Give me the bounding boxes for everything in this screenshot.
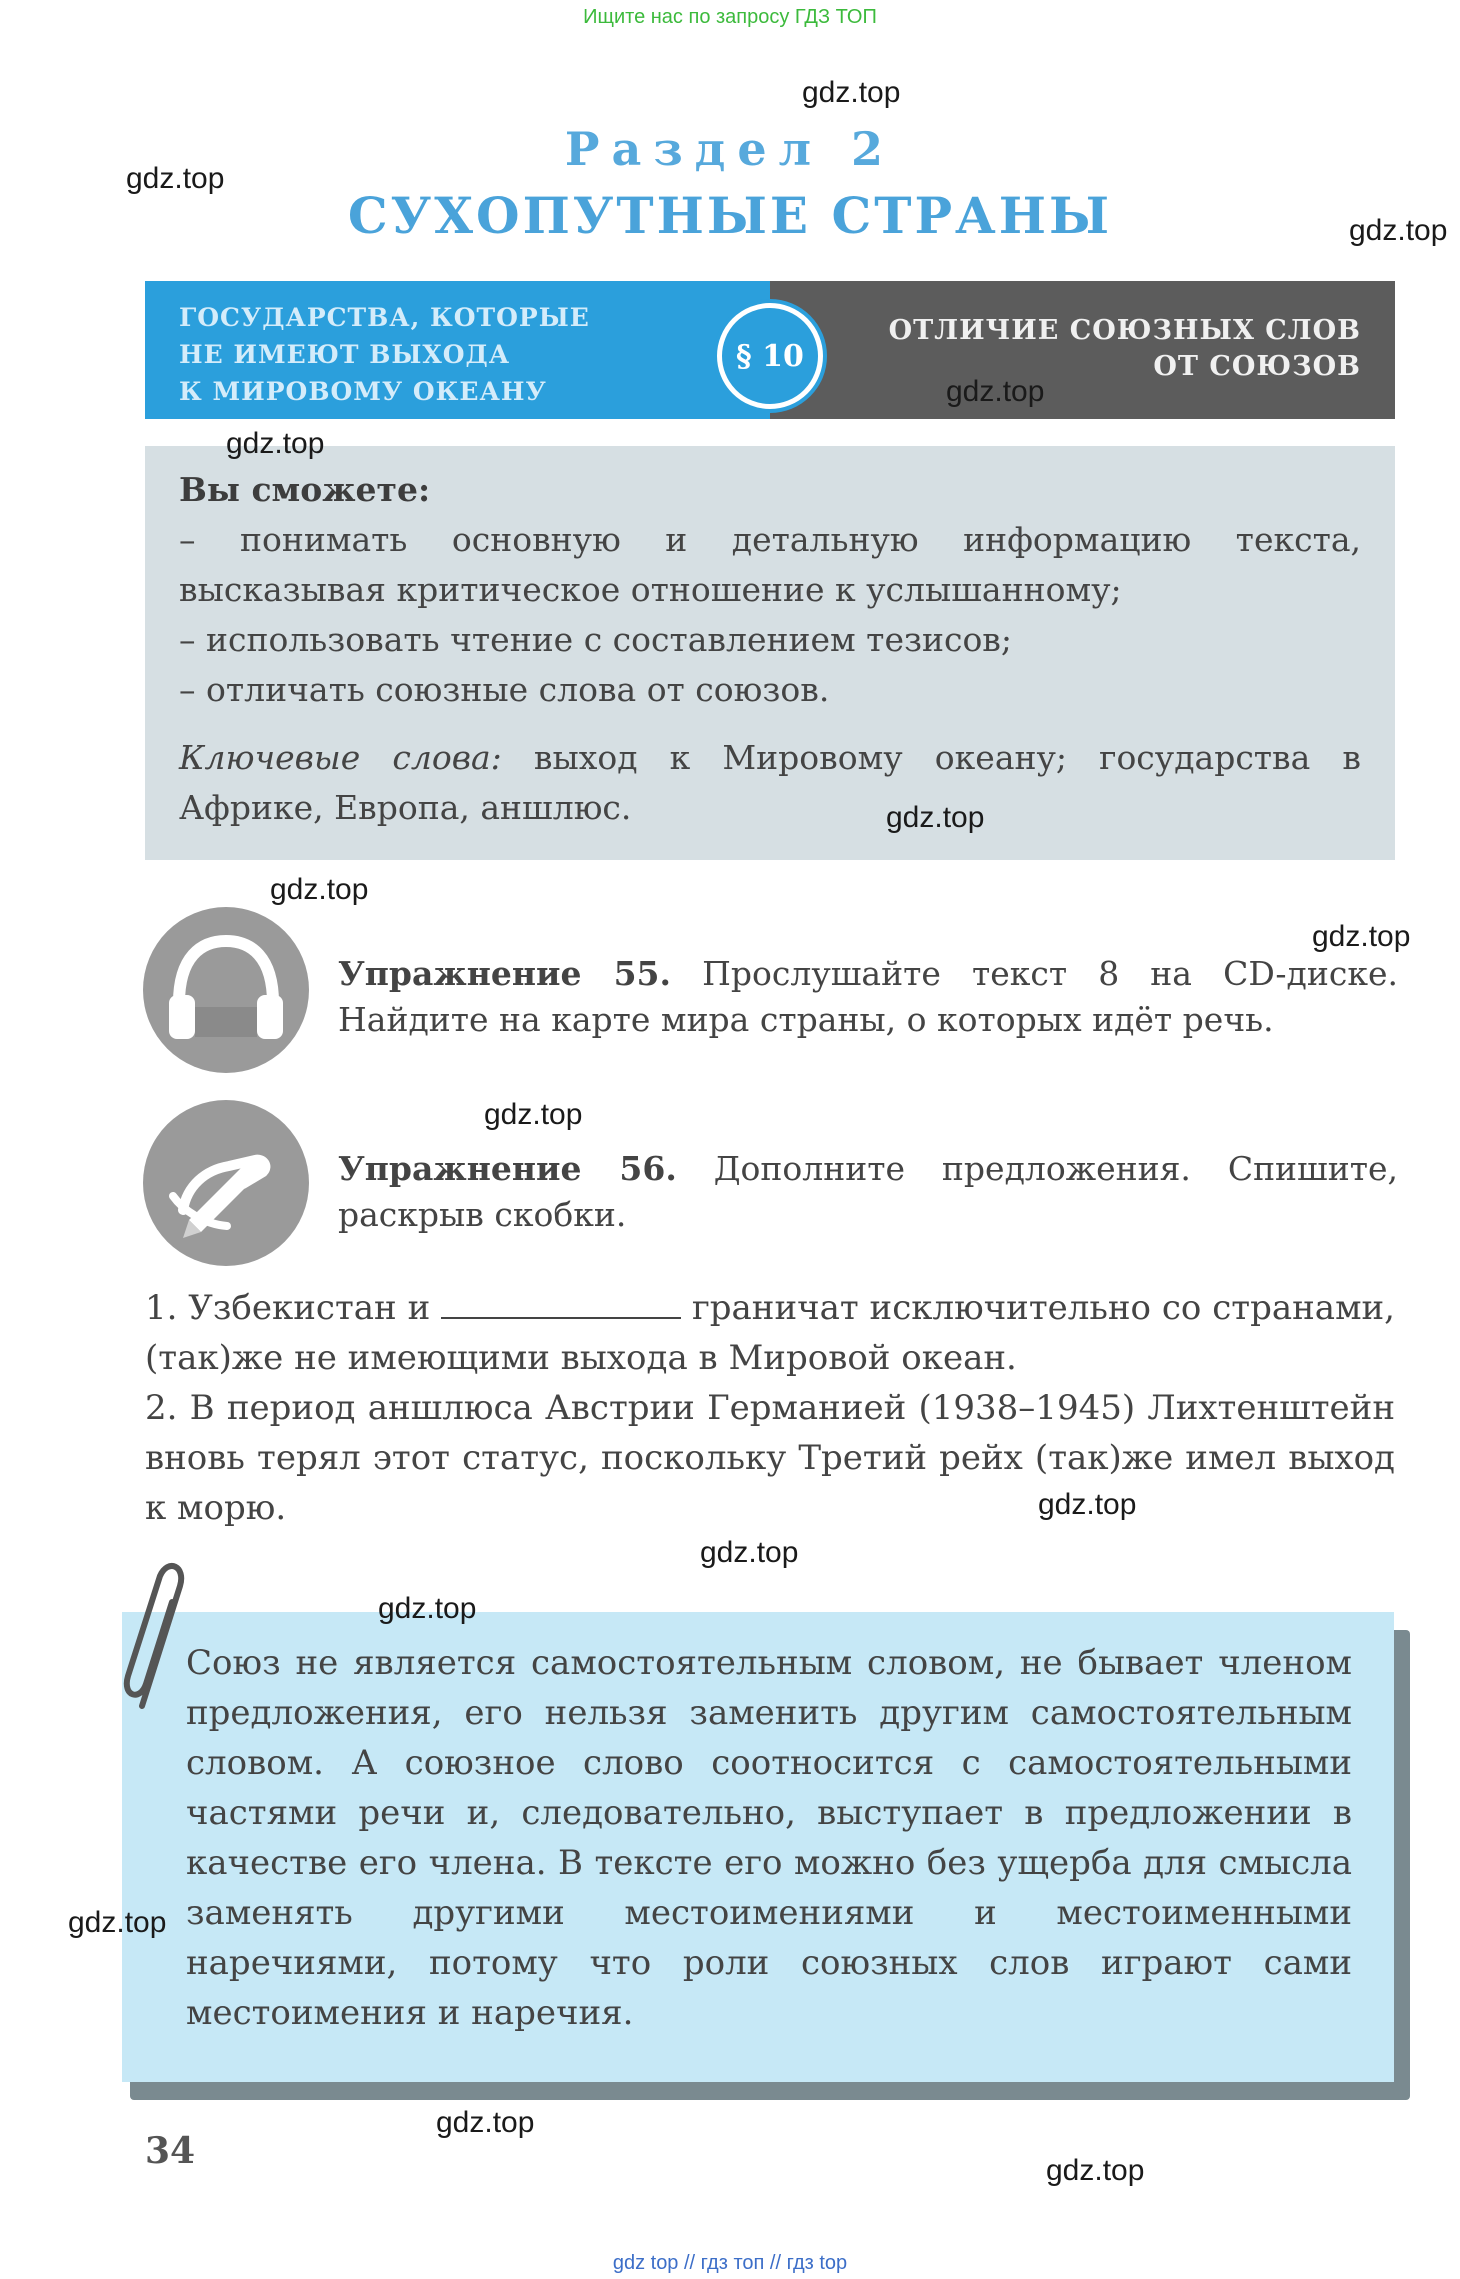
watermark: gdz.top: [126, 162, 225, 195]
watermark: gdz.top: [68, 1906, 167, 1939]
bottom-note: gdz top // гдз топ // гдз top: [612, 2252, 848, 2274]
section-label: Раздел 2: [564, 122, 896, 176]
exercise-56: [338, 1146, 1398, 1238]
rule-text: Союз не является самостоятельным словом, не бывает членом предложения, его нельзя заменить другим самостоятельным словом. А союзное слово соотносится с самостоятельными частями речи и, следовательно, выступает в предложении в качестве его члена. В тексте его можно без ущерба для смысла заменять другими местоимениями и местоименными наречиями, потому что роли союзных слов играют сами местоимения и наречия.: [186, 1643, 1352, 2033]
keywords: [179, 733, 1361, 833]
exercise-56-text: Дополните предложения. Спишите, раскрыв скобки.: [338, 1149, 1399, 1234]
keywords-text: выход к Мировому океану; государства в Африке, Европа, аншлюс.: [179, 738, 1362, 827]
goal-item: – понимать основную и детальную информацию текста, высказывая критическое отношение к услышанному;: [179, 520, 1361, 609]
banner-left-line: ГОСУДАРСТВА, КОТОРЫЕ: [179, 303, 590, 332]
banner-left-line: К МИРОВОМУ ОКЕАНУ: [179, 377, 547, 406]
top-note: Ищите нас по запросу ГДЗ ТОП: [583, 6, 877, 28]
page-number: 34: [145, 2130, 196, 2172]
watermark: gdz.top: [270, 873, 369, 906]
exercise-56-label: Упражнение 56.: [338, 1149, 677, 1188]
keywords-label: Ключевые слова:: [179, 738, 502, 777]
watermark: gdz.top: [378, 1592, 477, 1625]
exercise-55-label: Упражнение 55.: [338, 954, 671, 993]
watermark: gdz.top: [484, 1098, 583, 1131]
watermark: gdz.top: [1046, 2154, 1145, 2187]
banner-left-text: [179, 299, 619, 410]
sentence-1-start: 1. Узбекистан и: [145, 1288, 442, 1328]
banner-right-line: ОТ СОЮЗОВ: [1153, 351, 1361, 382]
topic-banner: [145, 281, 1395, 419]
headphones-icon: [143, 907, 309, 1073]
paragraph-badge: § 10: [717, 303, 823, 409]
sentence-1-end: граничат исключительно со странами, (так)же не имеющими выхода в Мировой океан.: [145, 1288, 1395, 1378]
goals-heading: Вы сможете:: [179, 470, 431, 509]
sentence-2: 2. В период аншлюса Австрии Германией (1938–1945) Лихтенштейн вновь терял этот статус, поскольку Третий рейх (так)же имел выход к морю.: [145, 1388, 1395, 1528]
exercise-sentences: [145, 1283, 1395, 1533]
banner-left-panel: [145, 281, 770, 419]
pencil-hand-icon: [143, 1100, 309, 1266]
watermark: gdz.top: [802, 76, 901, 109]
watermark: gdz.top: [1038, 1488, 1137, 1521]
sentence-1: [145, 1283, 1395, 1383]
watermark: gdz.top: [700, 1536, 799, 1569]
goal-item: – использовать чтение с составлением тезисов;: [179, 620, 1013, 659]
learning-goals-box: [145, 446, 1395, 860]
watermark: gdz.top: [226, 427, 325, 460]
watermark: gdz.top: [886, 801, 985, 834]
watermark: gdz.top: [436, 2106, 535, 2139]
goal-item: – отличать союзные слова от союзов.: [179, 670, 830, 709]
paperclip-icon: [112, 1556, 202, 1730]
watermark: gdz.top: [1349, 214, 1448, 247]
exercise-55-text: Прослушайте текст 8 на CD-диске. Найдите на карте мира страны, о которых идёт речь.: [338, 954, 1398, 1039]
banner-right-line: ОТЛИЧИЕ СОЮЗНЫХ СЛОВ: [888, 315, 1361, 346]
banner-right-panel: [770, 281, 1395, 419]
banner-left-line: НЕ ИМЕЮТ ВЫХОДА: [179, 340, 511, 369]
watermark: gdz.top: [1312, 920, 1411, 953]
rule-info-box: [122, 1612, 1394, 2082]
banner-right-text: [841, 313, 1361, 385]
answer-blank: [441, 1287, 681, 1319]
section-title: СУХОПУТНЫЕ СТРАНЫ: [347, 186, 1113, 245]
watermark: gdz.top: [946, 375, 1045, 408]
exercise-55: [338, 951, 1398, 1043]
